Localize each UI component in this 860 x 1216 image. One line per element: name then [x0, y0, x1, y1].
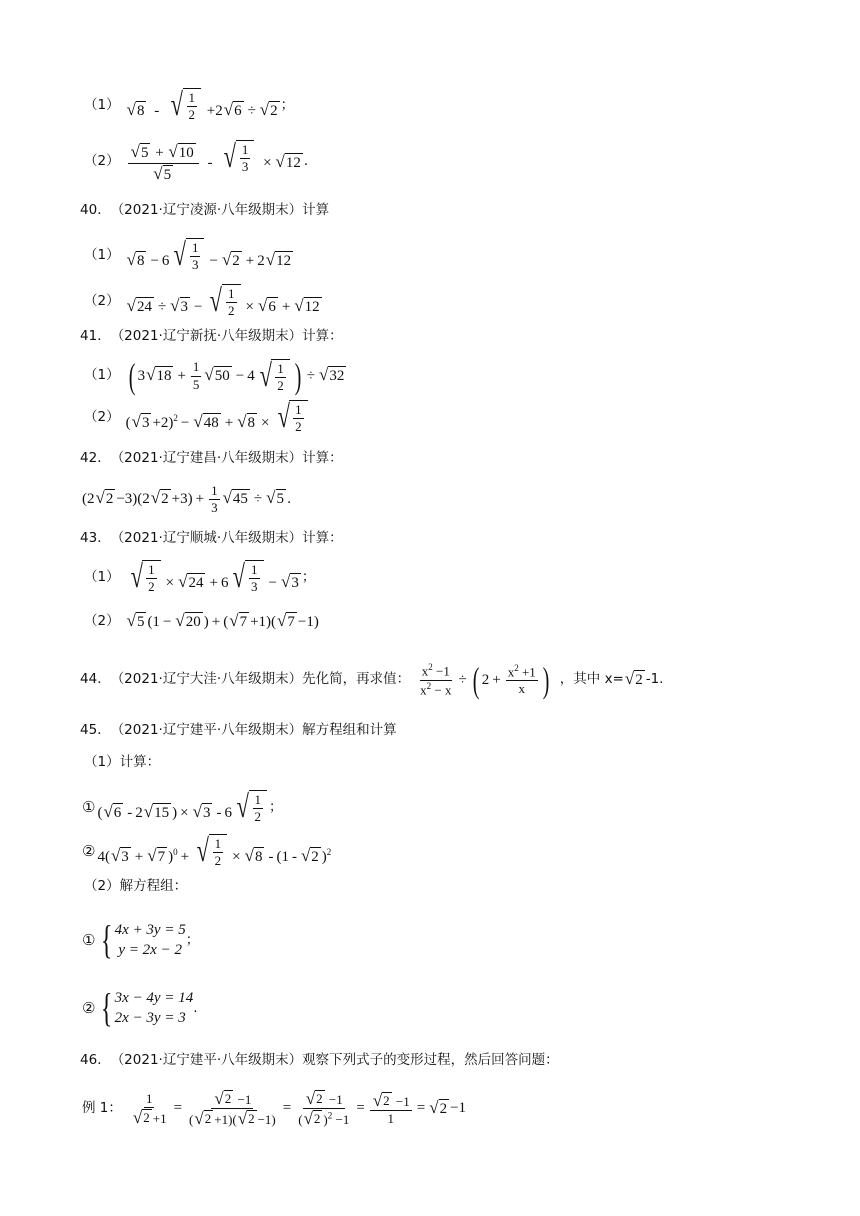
problem-source: （2021·辽宁建昌·八年级期末） — [110, 450, 303, 466]
problem-43-part-2: （2） √ 5 (1 − √ 20 ) + ( √ 7 +1)( √ 7 −1) — [84, 611, 319, 630]
part-label: （2） — [84, 153, 120, 170]
problem-41-header: 41 ． （2021·辽宁新抚·八年级期末） 计算： — [80, 328, 343, 344]
circled-label: ② — [82, 998, 96, 1017]
problem-source: （2021·辽宁新抚·八年级期末） — [110, 328, 303, 344]
problem-condition: ，其中 x= — [559, 671, 624, 688]
semicolon: ； — [185, 931, 200, 948]
problem-45-part2-label — [84, 880, 187, 894]
problem-45-system-1: ① { 4x + 3y = 5 y = 2x − 2 ； — [82, 917, 200, 963]
circled-label: ① — [82, 930, 96, 949]
part-label: （2） — [84, 612, 120, 629]
problem-40-part-2: （2） √ 24 ÷ √ 3 − √ $\frac{1}{2}$ × √ 6 + √ 12 — [84, 282, 320, 319]
problem-instruction: 计算： — [302, 530, 343, 546]
problem-source: （2021·辽宁顺城·八年级期末） — [110, 530, 303, 546]
example-label: 例 1： — [82, 1100, 122, 1117]
semicolon: ； — [269, 798, 283, 815]
problem-number: 43 — [80, 530, 98, 546]
problem-45-calc-1: ① ( √ 6 - 2 √ 15 ) × √ 3 - 6 √ $\frac{1}{2}$ ； — [82, 788, 283, 825]
part-label: （2）解方程组： — [84, 878, 188, 894]
problem-number: 40 — [80, 202, 98, 218]
part-label: （1） — [84, 246, 120, 263]
problem-source: （2021·辽宁凌源·八年级期末） — [110, 202, 303, 218]
problem-instruction: 计算： — [302, 328, 343, 344]
problem-number: 45 — [80, 722, 98, 738]
problem-source: （2021·辽宁大洼·八年级期末） — [110, 671, 303, 688]
part-label: （1） — [84, 367, 120, 384]
problem-source: （2021·辽宁建平·八年级期末） — [110, 722, 303, 738]
problem-46-example: 例 1： 1 √ 2 +1 = √ 2 −1 ( √ 2 +1)( √ 2 −1) = √ 2 −1 ( √ 2 )$^2$ −1 = √ 2 −1 1 = √ 2 −1 — [82, 1089, 467, 1129]
problem-number: 42 — [80, 450, 98, 466]
period: ． — [287, 491, 301, 508]
problem-number: 46 — [80, 1052, 98, 1068]
problem-42-header: 42 ． （2021·辽宁建昌·八年级期末） 计算： — [80, 450, 343, 466]
part-label: （2） — [84, 408, 120, 425]
part-label: （1）计算： — [84, 754, 161, 770]
problem-45-header: 45 ． （2021·辽宁建平·八年级期末） 解方程组和计算 — [80, 722, 397, 738]
problem-45-part1-label — [84, 756, 160, 770]
period: ． — [303, 153, 318, 170]
problem-41-part-2: （2） ( √ 3 +2)$^2$ − √ 48 + √ 8 × √ $\frac{1}{2}$ — [84, 400, 310, 435]
problem-42-expression: (2 √ 2 −3)(2 √ 2 +3) + $\frac{1}{3}$ √ 45 ÷ √ 5 ． — [82, 483, 301, 516]
part-label: （1） — [84, 568, 120, 585]
problem-instruction: 计算 — [302, 202, 330, 218]
period: . — [193, 999, 198, 1016]
part-label: （2） — [84, 292, 120, 309]
prev-problem-part-1: （1） √ 8 - √ $\frac{1}{2}$ +2 √ 6 ÷ √ 2 ； — [84, 86, 295, 123]
problem-instruction: 先化简，再求值： — [302, 671, 411, 688]
problem-condition-tail: -1. — [645, 671, 664, 688]
part-label: （1） — [84, 96, 120, 113]
problem-41-part-1: （1） ( 3 √ 18 + $\frac{1}{5}$ √ 50 − 4 √ $\frac{1}{2}$ ) ÷ √ 32 — [84, 356, 345, 396]
problem-43-header: 43 ． （2021·辽宁顺城·八年级期末） 计算： — [80, 530, 343, 546]
prev-problem-part-2: （2） √ 5 + √ 10 √ 5 - √ $\frac{1}{3}$ × √ 12 ． — [84, 138, 318, 184]
problem-46-header: 46 ． （2021·辽宁建平·八年级期末） 观察下列式子的变形过程，然后回答问题： — [80, 1052, 559, 1068]
problem-source: （2021·辽宁建平·八年级期末） — [110, 1052, 303, 1068]
problem-44: 44 ． （2021·辽宁大洼·八年级期末） 先化简，再求值： $\frac{x^2 -1}{x^2 - x}$ ÷ ( 2 + $\frac{x^2 +1}{x}$ ) ，其中 x= √ 2 -1. — [80, 660, 664, 700]
problem-45-calc-2: ② 4( √ 3 + √ 7 )$^0$ + √ $\frac{1}{2}$ × √ 8 - (1 - √ 2 )$^2$ — [82, 832, 332, 869]
problem-number: 41 — [80, 328, 98, 344]
problem-number: 44 — [80, 671, 98, 688]
circled-label: ① — [82, 797, 96, 816]
problem-instruction: 解方程组和计算 — [302, 722, 397, 738]
semicolon: ； — [301, 568, 316, 585]
problem-instruction: 观察下列式子的变形过程，然后回答问题： — [302, 1052, 559, 1068]
circled-label: ② — [82, 841, 96, 860]
problem-instruction: 计算： — [302, 450, 343, 466]
problem-40-part-1: （1） √ 8 − 6 √ $\frac{1}{3}$ − √ 2 + 2 √ 12 — [84, 236, 292, 273]
problem-40-header: 40 ． （2021·辽宁凌源·八年级期末） 计算 — [80, 202, 330, 218]
semicolon: ； — [280, 96, 295, 113]
problem-45-system-2: ② { 3x − 4y = 14 2x − 3y = 3 . — [82, 985, 198, 1031]
problem-43-part-1: （1） √ $\frac{1}{2}$ × √ 24 + 6 √ $\frac{1}{3}$ − √ 3 ； — [84, 558, 316, 595]
